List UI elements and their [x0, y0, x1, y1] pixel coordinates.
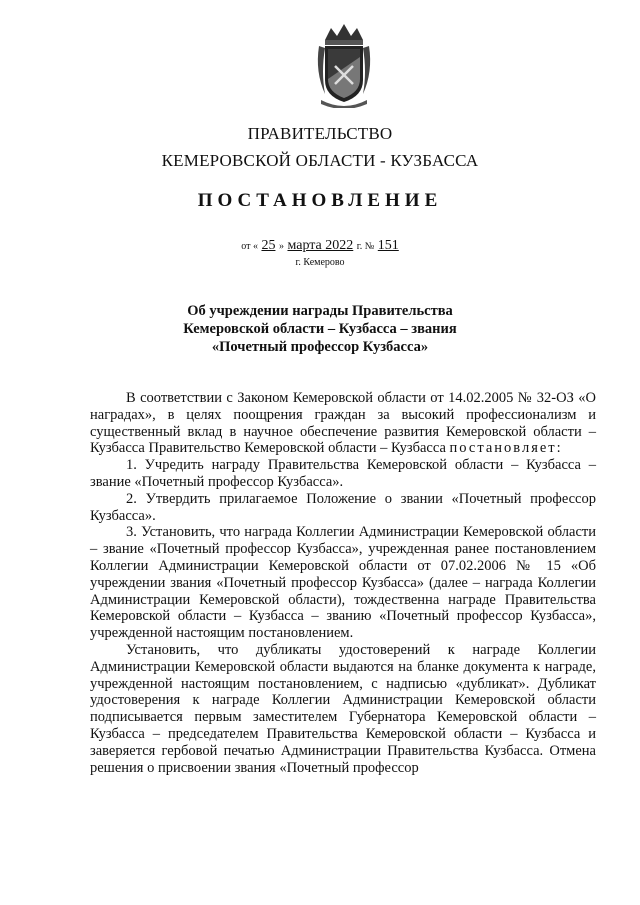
document-number: 151: [377, 238, 399, 253]
date-mid: »: [278, 241, 284, 252]
date-month-year: марта 2022: [287, 238, 354, 253]
paragraph-1: 1. Учредить награду Правительства Кемеровской области – Кузбасса – звание «Почетный профессор Кузбасса».: [90, 457, 596, 490]
coat-of-arms-emblem: [313, 22, 375, 108]
government-title-line1: ПРАВИТЕЛЬСТВО: [247, 124, 393, 143]
paragraph-3: 3. Установить, что награда Коллегии Администрации Кемеровской области – звание «Почетный профессор Кузбасса», учрежденная ранее постановлением Коллегии Администрации Кемеровской области от 07.02.2006 № 15 «Об учреждении звания «Почетный профессор Кузбасса» (далее – награда Коллегии Администрации Кемеровской области), тождественна награде Правительства Кемеровской области – Кузбасса – званию «Почетный профессор Кузбасса», учрежденной настоящим постановлением.: [90, 524, 596, 642]
document-subject: [0, 302, 640, 356]
document-type-title: ПОСТАНОВЛЕНИЕ: [197, 190, 443, 211]
subject-line2: Кемеровской области – Кузбасса – звания: [183, 321, 457, 337]
date-day: 25: [261, 238, 276, 253]
preamble-decree-word: постановляет: [449, 440, 557, 457]
date-year-suffix: г. №: [356, 241, 375, 252]
preamble-text: В соответствии с Законом Кемеровской области от 14.02.2005 № 32-ОЗ «О наградах», в целях поощрения граждан за высокий профессионализм и существенный вклад в научное обеспечение развития Кемеровской области – Кузбасса Правительство Кемеровской области – Кузбасса: [90, 390, 596, 457]
paragraph-preamble: [90, 390, 596, 457]
paragraph-4: Установить, что дубликаты удостоверений к награде Коллегии Администрации Кемеровской области выдаются на бланке документа к награде, учрежденной настоящим постановлением, с надписью «дубликат». Дубликат удостоверения к награде Коллегии Администрации Кемеровской области подписывается первым заместителем Губернатора Кемеровской области – Кузбасса – председателем Правительства Кемеровской области – Кузбасса и заверяется гербовой печатью Администрации Правительства Кузбасса. Отмена решения о присвоении звания «Почетный профессор: [90, 641, 596, 776]
document-city: г. Кемерово: [295, 257, 345, 268]
document-date-line: [0, 238, 640, 254]
subject-line1: Об учреждении награды Правительства: [187, 303, 453, 319]
paragraph-2: 2. Утвердить прилагаемое Положение о звании «Почетный профессор Кузбасса».: [90, 490, 596, 524]
preamble-end: :: [556, 440, 561, 457]
document-body: [90, 390, 596, 776]
subject-line3: «Почетный профессор Кузбасса»: [211, 339, 429, 355]
date-prefix: от «: [241, 241, 258, 252]
government-title-line2: КЕМЕРОВСКОЙ ОБЛАСТИ - КУЗБАССА: [161, 151, 479, 170]
